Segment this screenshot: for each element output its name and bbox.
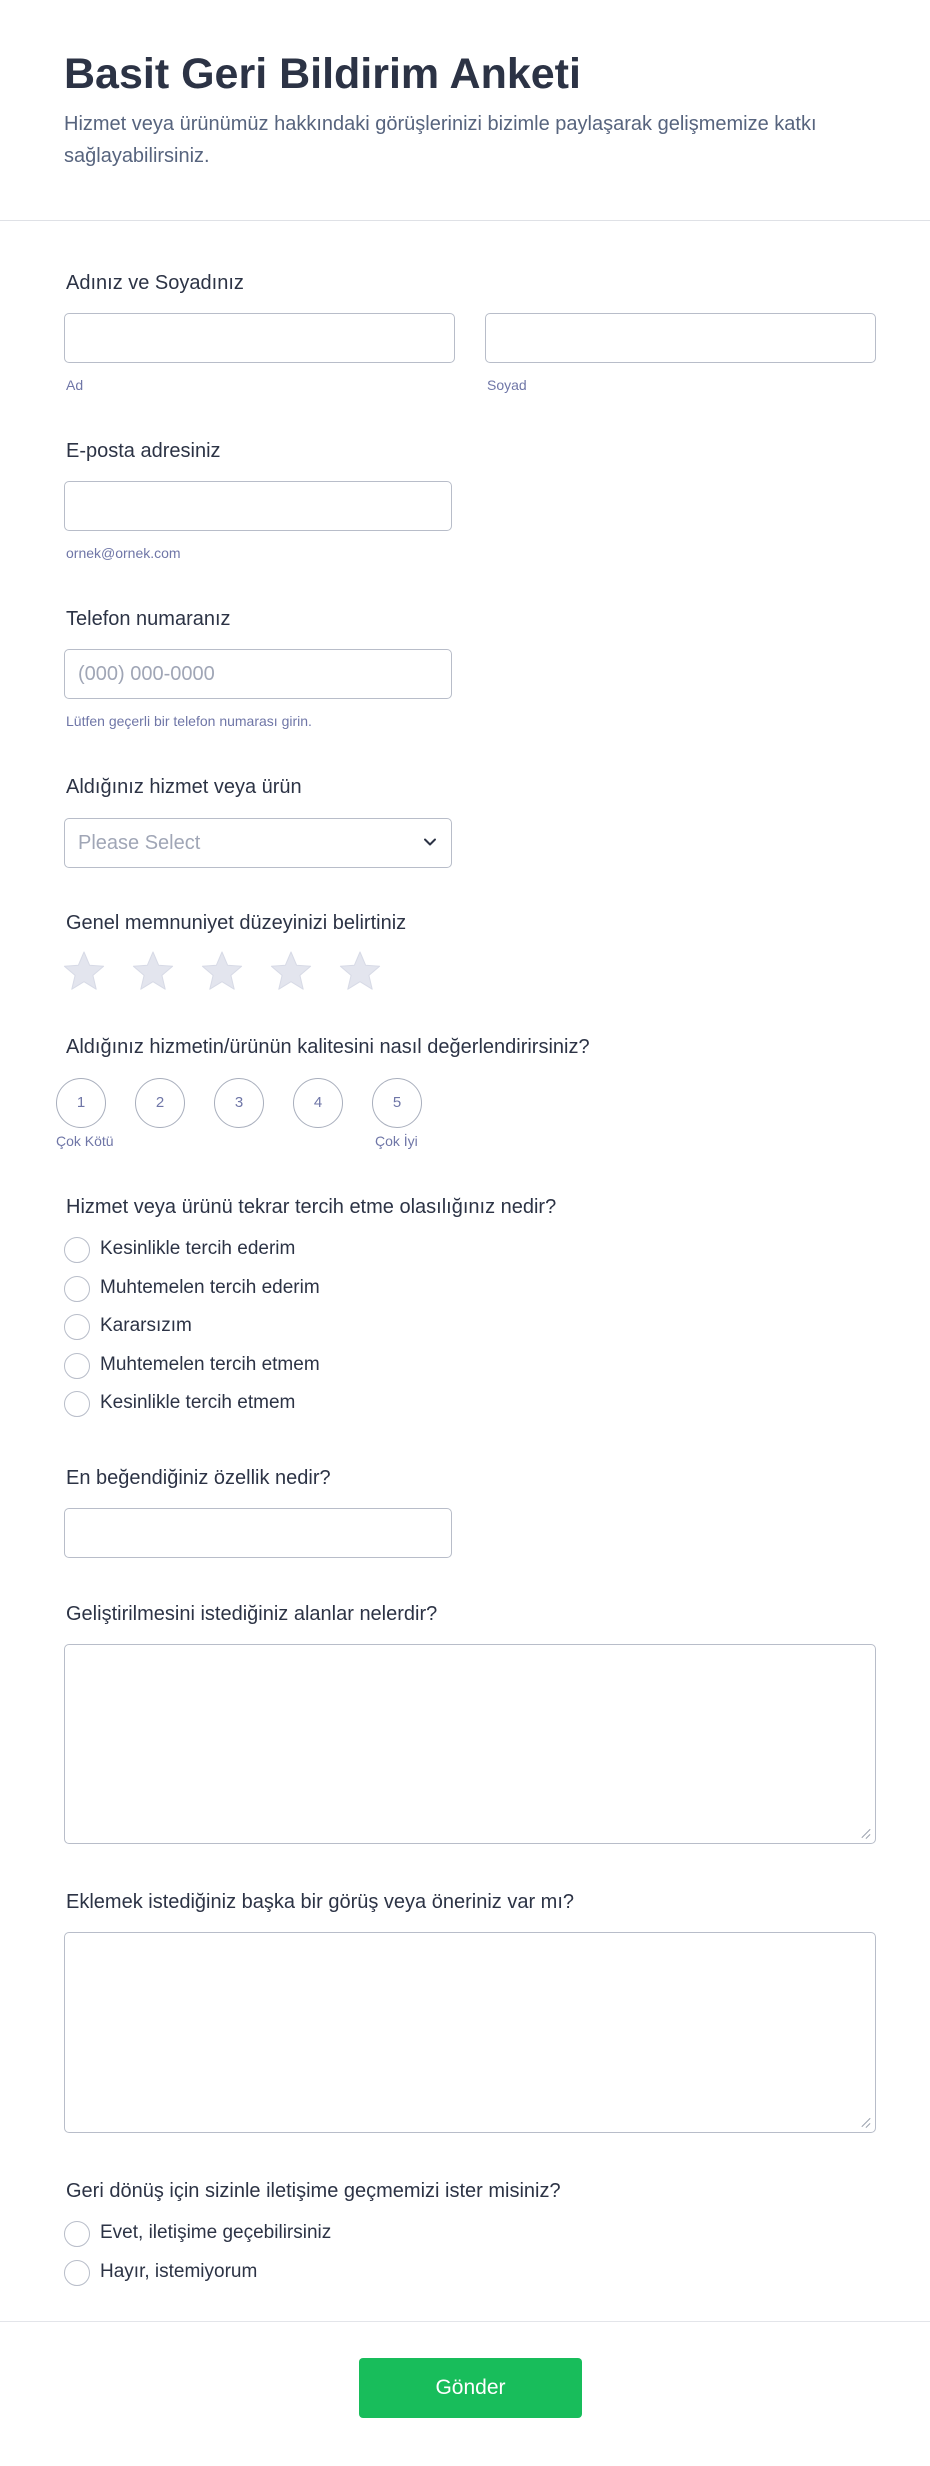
- star-icon[interactable]: [201, 950, 243, 992]
- scale-option-1[interactable]: 1: [56, 1078, 106, 1128]
- resize-handle[interactable]: [860, 2117, 870, 2127]
- radio-button[interactable]: [64, 2221, 90, 2247]
- form-subtitle: Hizmet veya ürünümüz hakkındaki görüşlerinizi bizimle paylaşarak gelişmemize katkı sağlayabilirsiniz.: [64, 113, 817, 167]
- favorite-label: En beğendiğiniz özellik nedir?: [66, 1467, 331, 1489]
- scale-option-5[interactable]: 5: [372, 1078, 422, 1128]
- submit-button[interactable]: Gönder: [359, 2358, 582, 2418]
- improve-textarea[interactable]: [64, 1644, 876, 1844]
- scale-option-3[interactable]: 3: [214, 1078, 264, 1128]
- radio-button[interactable]: [64, 1353, 90, 1379]
- star-icon[interactable]: [132, 950, 174, 992]
- email-label: E-posta adresiniz: [66, 440, 221, 462]
- improve-label: Geliştirilmesini istediğiniz alanlar nelerdir?: [66, 1603, 438, 1625]
- repurchase-label: Hizmet veya ürünü tekrar tercih etme olasılığınız nedir?: [66, 1196, 557, 1218]
- scale-high-label: Çok İyi: [375, 1133, 418, 1149]
- scale-option-2[interactable]: 2: [135, 1078, 185, 1128]
- radio-button[interactable]: [64, 1314, 90, 1340]
- resize-handle[interactable]: [860, 1828, 870, 1838]
- last-name-sublabel: Soyad: [487, 377, 527, 393]
- other-label: Eklemek istediğiniz başka bir görüş veya öneriniz var mı?: [66, 1891, 574, 1913]
- radio-label: Kesinlikle tercih ederim: [100, 1238, 296, 1259]
- radio-button[interactable]: [64, 1276, 90, 1302]
- star-icon[interactable]: [270, 950, 312, 992]
- star-icon[interactable]: [63, 950, 105, 992]
- satisfaction-label: Genel memnuniyet düzeyinizi belirtiniz: [66, 912, 407, 934]
- email-sublabel: ornek@ornek.com: [66, 545, 181, 561]
- radio-button[interactable]: [64, 1237, 90, 1263]
- favorite-input[interactable]: [64, 1508, 452, 1558]
- scale-low-label: Çok Kötü: [56, 1133, 114, 1149]
- footer-divider: [0, 2321, 930, 2322]
- form-header: [0, 0, 930, 221]
- first-name-input[interactable]: [64, 313, 455, 363]
- product-label: Aldığınız hizmet veya ürün: [66, 776, 302, 798]
- phone-label: Telefon numaranız: [66, 608, 231, 630]
- form-title: Basit Geri Bildirim Anketi: [64, 50, 581, 98]
- last-name-input[interactable]: [485, 313, 876, 363]
- phone-input[interactable]: [64, 649, 452, 699]
- radio-button[interactable]: [64, 2260, 90, 2286]
- radio-label: Kararsızım: [100, 1315, 192, 1336]
- product-select-value: Please Select: [78, 832, 201, 854]
- first-name-sublabel: Ad: [66, 377, 84, 393]
- radio-label: Hayır, istemiyorum: [100, 2260, 258, 2282]
- quality-label: Aldığınız hizmetin/ürünün kalitesini nasıl değerlendirirsiniz?: [66, 1036, 590, 1058]
- chevron-down-icon: [423, 835, 437, 849]
- email-input[interactable]: [64, 481, 452, 531]
- radio-label: Muhtemelen tercih etmem: [100, 1353, 320, 1375]
- radio-button[interactable]: [64, 1391, 90, 1417]
- star-icon[interactable]: [339, 950, 381, 992]
- radio-label: Muhtemelen tercih ederim: [100, 1276, 320, 1298]
- contact-label: Geri dönüş için sizinle iletişime geçmemizi ister misiniz?: [66, 2180, 561, 2202]
- radio-label: Kesinlikle tercih etmem: [100, 1392, 296, 1413]
- name-label: Adınız ve Soyadınız: [66, 272, 244, 294]
- product-select[interactable]: [64, 818, 452, 868]
- radio-label: Evet, iletişime geçebilirsiniz: [100, 2222, 332, 2243]
- phone-sublabel: Lütfen geçerli bir telefon numarası girin.: [66, 713, 312, 729]
- scale-option-4[interactable]: 4: [293, 1078, 343, 1128]
- other-textarea[interactable]: [64, 1932, 876, 2133]
